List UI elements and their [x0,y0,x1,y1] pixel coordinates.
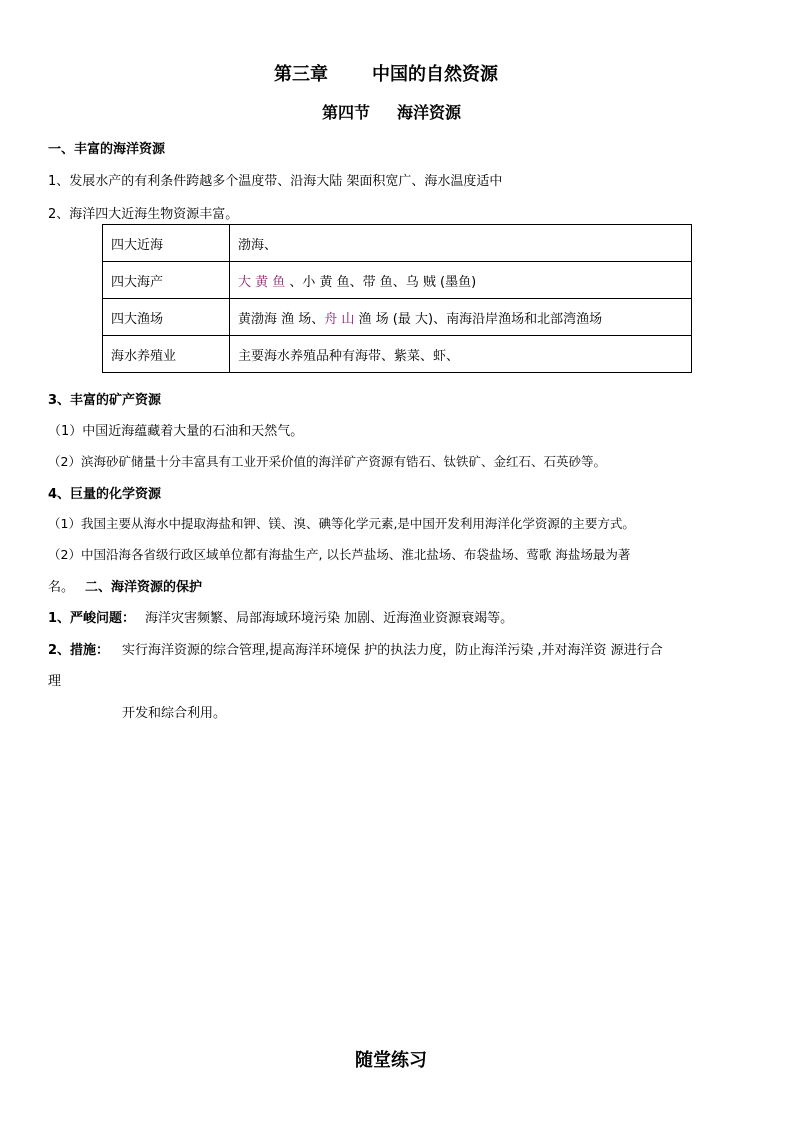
paragraph-placer-minerals: （2）滨海砂矿储量十分丰富具有工业开采价值的海洋矿产资源有锆石、钛铁矿、金红石、石英砂等。 [48,454,606,469]
cell-text: 渔 场 (最 大)、南海沿岸渔场和北部湾渔场 [354,311,603,327]
table-row [103,299,692,336]
cell-text: 、小 黄 鱼、带 鱼、乌 贼 (墨鱼) [285,274,477,290]
table-row [103,336,692,373]
paragraph-chemical-extraction: （1）我国主要从海水中提取海盐和钾、镁、溴、碘等化学元素,是中国开发利用海洋化学资源的主要方式。 [48,516,635,531]
heading-rich-marine-resources: 一、丰富的海洋资源 [48,142,166,157]
highlight-text: 舟 山 [324,311,355,327]
table-cell-key: 四大渔场 [103,299,230,336]
cell-text: 黄渤海 渔 场、 [238,311,325,327]
label-severe-issues: 1、严峻问题： [48,611,136,626]
table-cell-value [230,299,692,336]
table-cell-key: 四大海产 [103,262,230,299]
paragraph-fishery-conditions: 1、发展水产的有利条件跨越多个温度带、沿海大陆 架面积宽广、海水温度适中 [48,174,503,189]
heading-mineral-resources: 3、丰富的矿产资源 [48,393,162,408]
chapter-label: 第三章 [274,64,328,85]
table-cell-value: 渤海、 [230,225,692,262]
paragraph-bio-resources: 2、海洋四大近海生物资源丰富。 [48,207,239,222]
table-cell-key: 四大近海 [103,225,230,262]
table-cell-key: 海水养殖业 [103,336,230,373]
text-measures: 实行海洋资源的综合管理,提高海洋环境保 护的执法力度，防止海洋污染 ,并对海洋资 源进行合 [122,643,663,658]
table-cell-value: 主要海水养殖品种有海带、紫菜、虾、 [230,336,692,373]
table-cell-value [230,262,692,299]
section-title: 海洋资源 [397,103,462,122]
heading-chemical-resources: 4、巨量的化学资源 [48,487,162,502]
text-measures-cont: 理 [48,674,62,689]
highlight-text: 大 黄 鱼 [238,274,286,290]
table-row [103,225,692,262]
paragraph-salt-fields: （2）中国沿海各省级行政区域单位都有海盐生产, 以长芦盐场、淮北盐场、布袋盐场、莺歌 海盐场最为著 [48,547,631,562]
text-severe-issues: 海洋灾害频繁、局部海域环境污染 加剧、近海渔业资源衰竭等。 [145,611,514,626]
heading-resource-protection: 二、海洋资源的保护 [85,580,203,595]
footer-title: 随堂练习 [355,1050,427,1071]
paragraph-oil-gas: （1）中国近海蕴藏着大量的石油和天然气。 [48,424,304,439]
section-label: 第四节 [322,103,371,122]
label-measures: 2、措施： [48,643,110,658]
table-row [103,262,692,299]
marine-resources-table [102,224,692,373]
text-measures-end: 开发和综合利用。 [122,706,227,721]
paragraph-salt-fields-end: 名。 [48,580,75,595]
chapter-title: 中国的自然资源 [372,64,498,85]
